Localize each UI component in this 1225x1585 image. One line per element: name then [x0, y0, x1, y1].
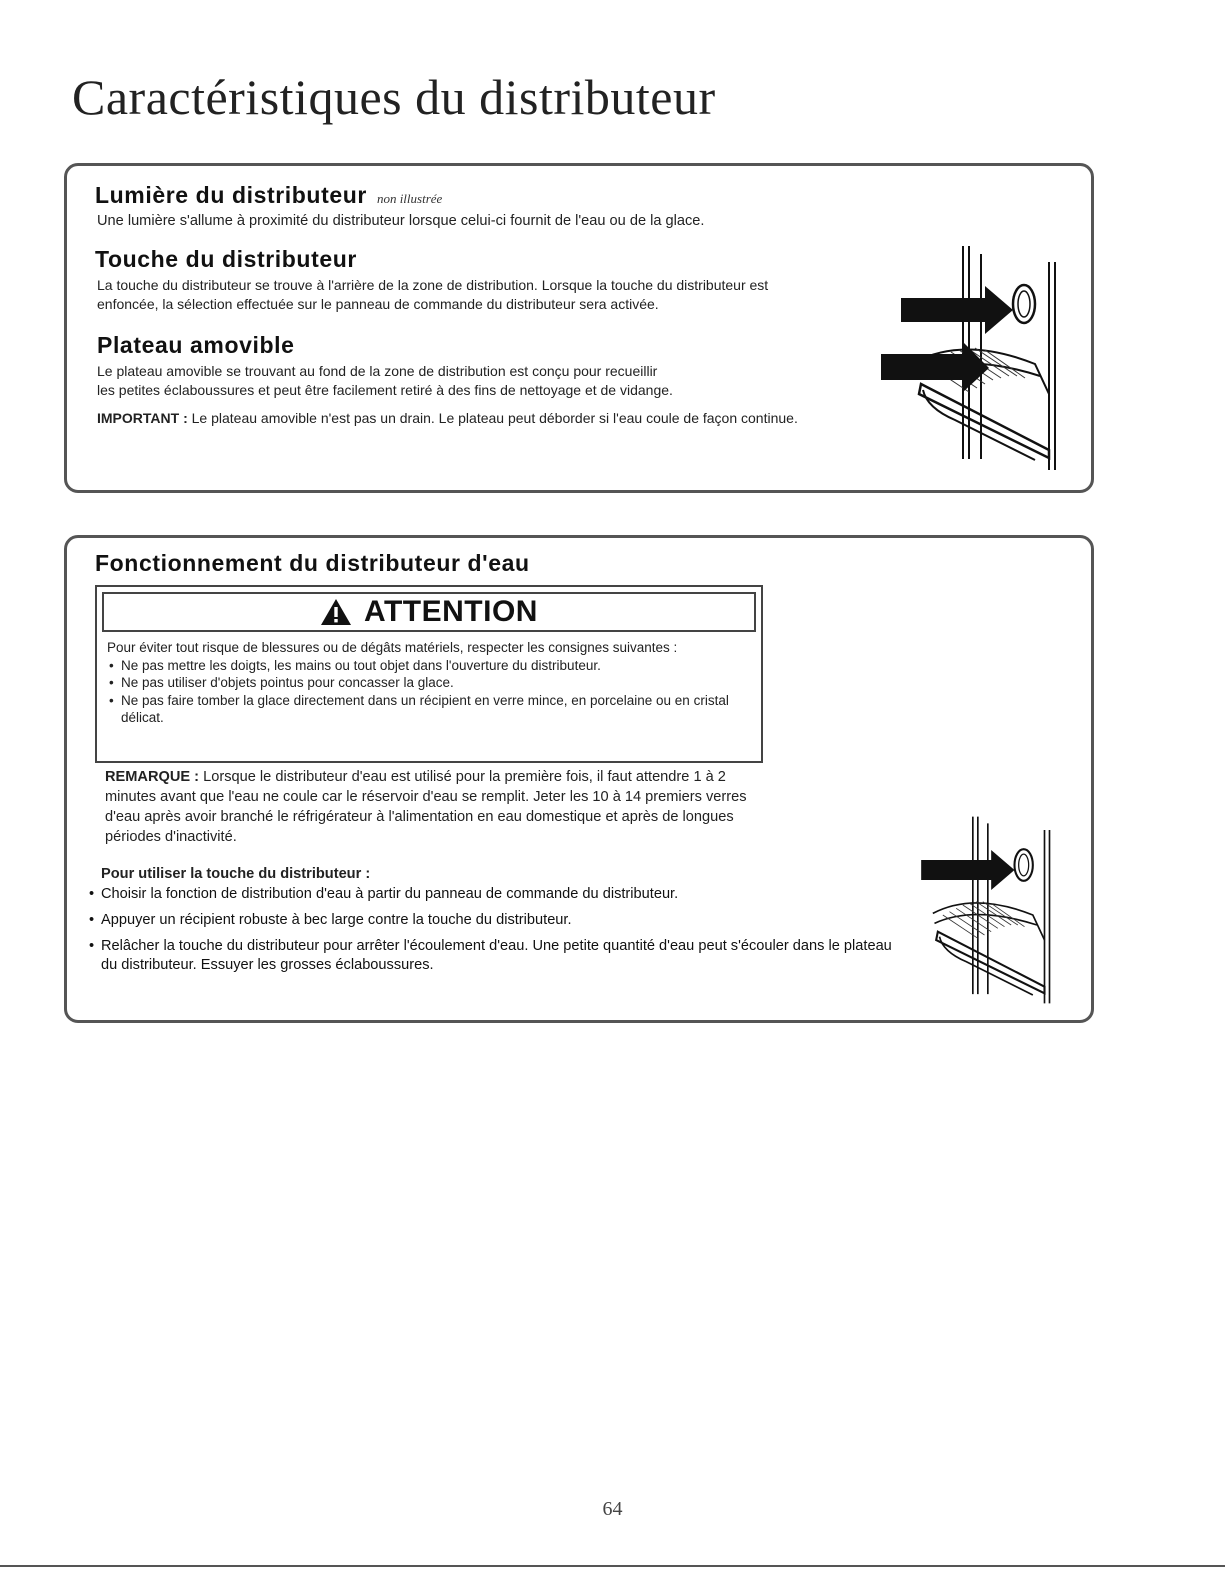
- tray-text-line2: les petites éclaboussures et peut être facilement retiré à des fins de nettoyage et de vidange.: [97, 382, 673, 398]
- remark-line2: minutes avant que l'eau ne coule car le réservoir d'eau se remplit. Jeter les 10 à 14 premiers verres: [105, 789, 747, 805]
- remark-line3: d'eau après avoir branché le réfrigérateur à l'alimentation en eau domestique et après de longues: [105, 809, 734, 825]
- light-text: Une lumière s'allume à proximité du distributeur lorsque celui-ci fournit de l'eau ou de la glace.: [97, 213, 705, 229]
- usage-item: • Relâcher la touche du distributeur pour arrêter l'écoulement d'eau. Une petite quantité d'eau peut s'écouler dans le plateau du distributeur. Essuyer les grosses éclaboussures.: [87, 937, 907, 975]
- pad-heading: Touche du distributeur: [95, 246, 357, 272]
- dispenser-illustration: [835, 244, 1065, 472]
- light-heading: Lumière du distributeur non illustrée: [95, 182, 443, 208]
- page-title: Caractéristiques du distributeur: [72, 69, 716, 125]
- usage-list: [87, 885, 907, 982]
- remark-line4: périodes d'inactivité.: [105, 829, 237, 845]
- water-dispenser-heading: Fonctionnement du distributeur d'eau: [95, 550, 530, 576]
- dispenser-illustration: [857, 815, 1067, 1005]
- caution-intro: Pour éviter tout risque de blessures ou de dégâts matériels, respecter les consignes suivantes :: [107, 640, 678, 655]
- pad-text-line1: La touche du distributeur se trouve à l'arrière de la zone de distribution. Lorsque la touche du distributeur est: [97, 277, 769, 293]
- light-note: non illustrée: [376, 191, 443, 206]
- tray-important: [97, 409, 798, 428]
- dispenser-features-panel: [64, 163, 1094, 493]
- caution-item: • Ne pas mettre les doigts, les mains ou tout objet dans l'ouverture du distributeur.: [107, 657, 751, 675]
- caution-body: [107, 639, 751, 727]
- tray-heading: Plateau amovible: [97, 332, 295, 358]
- caution-header: [102, 592, 756, 632]
- caution-list: [107, 657, 751, 727]
- remark-label: REMARQUE :: [105, 769, 200, 785]
- pad-text-line2: enfoncée, la sélection effectuée sur le panneau de commande du distributeur sera activée.: [97, 296, 659, 312]
- caution-item: • Ne pas faire tomber la glace directement dans un récipient en verre mince, en porcelaine ou en cristal délicat.: [107, 692, 741, 727]
- tray-text-line1: Le plateau amovible se trouvant au fond de la zone de distribution est conçu pour recueillir: [97, 363, 658, 379]
- caution-item: • Ne pas utiliser d'objets pointus pour concasser la glace.: [107, 674, 751, 692]
- warning-triangle-icon: [320, 598, 352, 626]
- remark-line1: REMARQUE : Lorsque le distributeur d'eau est utilisé pour la première fois, il faut attendre 1 à 2: [105, 769, 726, 785]
- water-dispenser-panel: [64, 535, 1094, 1023]
- bottom-rule: [0, 1565, 1225, 1567]
- important-text: Le plateau amovible n'est pas un drain. Le plateau peut déborder si l'eau coule de façon continue.: [191, 410, 798, 426]
- caution-label: ATTENTION: [364, 595, 538, 628]
- caution-box: [95, 585, 763, 763]
- usage-item: • Choisir la fonction de distribution d'eau à partir du panneau de commande du distributeur.: [87, 885, 907, 904]
- usage-item: • Appuyer un récipient robuste à bec large contre la touche du distributeur.: [87, 911, 907, 930]
- page-number: 64: [602, 1498, 623, 1520]
- usage-heading: Pour utiliser la touche du distributeur :: [101, 866, 371, 882]
- important-label: IMPORTANT :: [97, 410, 188, 426]
